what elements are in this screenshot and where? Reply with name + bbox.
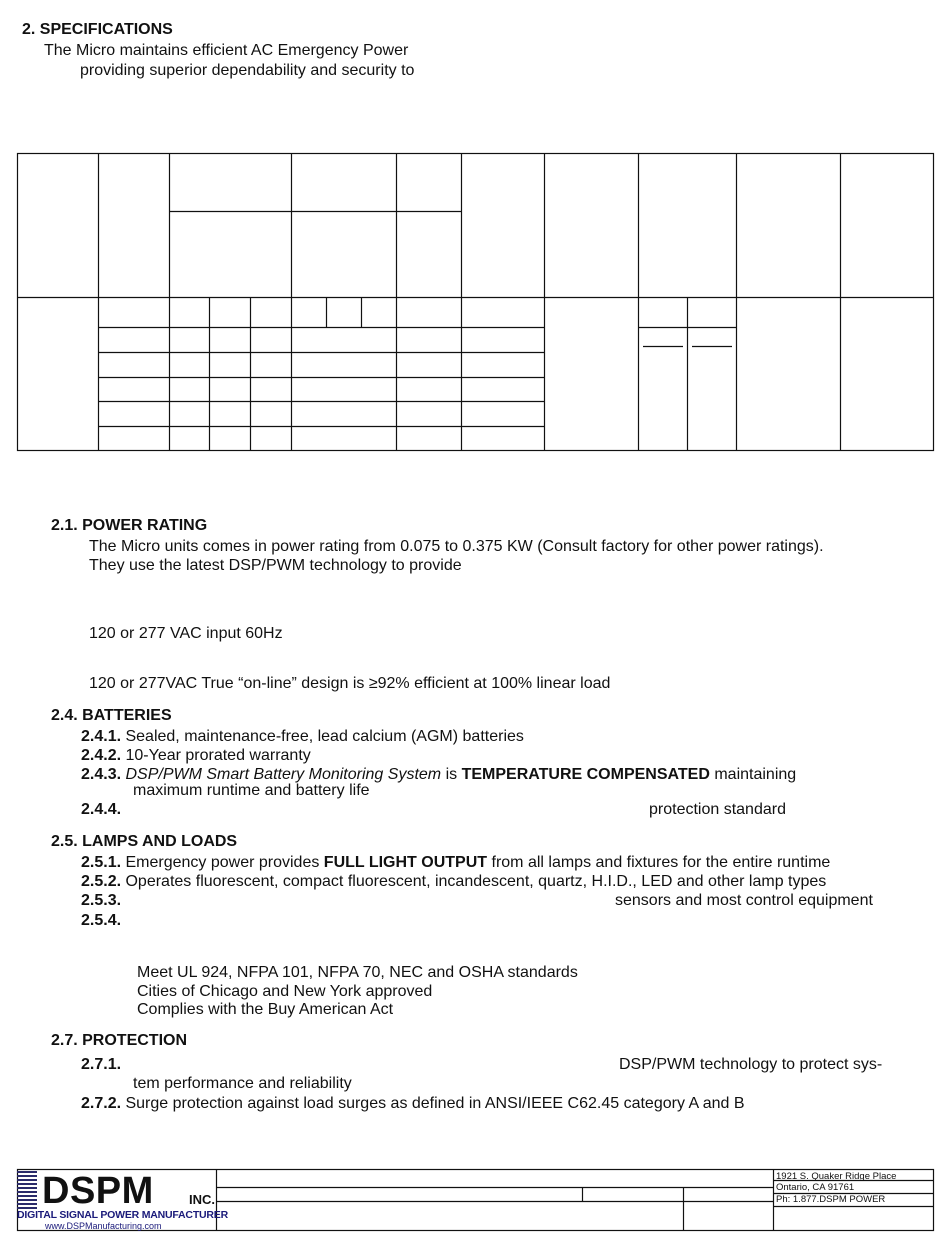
item-italic-text: DSP/PWM Smart Battery Monitoring System xyxy=(125,766,442,783)
item-number: 2.4.1. xyxy=(81,728,122,745)
protection-item-number xyxy=(81,1055,121,1074)
power-rating-heading: 2.1. POWER RATING xyxy=(51,517,208,534)
standard-line: Meet UL 924, NFPA 101, NFPA 70, NEC and OSHA standards xyxy=(137,964,578,981)
battery-item-continuation: maximum runtime and battery life xyxy=(133,782,370,799)
power-rating-line-1: The Micro units comes in power rating from 0.075 to 0.375 KW (Consult factory for other power ratings). xyxy=(89,538,824,555)
item-text: Emergency power provides xyxy=(125,854,324,871)
item-number: 2.4.3. xyxy=(81,766,122,783)
battery-item xyxy=(81,727,524,746)
item-number: 2.5.2. xyxy=(81,873,122,890)
lamps-heading: 2.5. LAMPS AND LOADS xyxy=(51,833,238,850)
power-rating-line-2: They use the latest DSP/PWM technology to provide xyxy=(89,557,462,574)
item-text: from all lamps and fixtures for the entire runtime xyxy=(487,854,831,871)
lamp-item xyxy=(81,872,826,891)
intro-line-2: providing superior dependability and security to xyxy=(80,62,415,79)
lamp-item xyxy=(81,853,830,872)
company-logo: DSPM xyxy=(42,1170,154,1212)
item-bold-text: TEMPERATURE COMPENSATED xyxy=(461,766,710,783)
item-text: is xyxy=(441,766,462,783)
section-heading: 2. SPECIFICATIONS xyxy=(22,21,173,38)
company-name: DIGITAL SIGNAL POWER MANUFACTURER xyxy=(17,1209,228,1221)
battery-item-number xyxy=(81,800,121,819)
intro-line-1: The Micro maintains efficient AC Emergency Power xyxy=(44,42,409,59)
item-number: 2.4.4. xyxy=(81,801,122,818)
protection-item xyxy=(81,1094,745,1113)
address-line: Ontario, CA 91761 xyxy=(776,1182,855,1193)
item-number: 2.5.3. xyxy=(81,892,122,909)
item-number: 2.4.2. xyxy=(81,747,122,764)
standard-line: Complies with the Buy American Act xyxy=(137,1001,394,1018)
item-text: 10-Year prorated warranty xyxy=(125,747,311,764)
item-number: 2.7.2. xyxy=(81,1095,122,1112)
standard-line: Cities of Chicago and New York approved xyxy=(137,983,433,1000)
battery-item xyxy=(81,746,311,765)
item-text: Operates fluorescent, compact fluorescent, incandescent, quartz, H.I.D., LED and other lamp types xyxy=(125,873,827,890)
item-text: maintaining xyxy=(709,766,797,783)
batteries-heading: 2.4. BATTERIES xyxy=(51,707,172,724)
address-line: 1921 S. Quaker Ridge Place xyxy=(776,1171,897,1182)
company-logo-inc: INC. xyxy=(189,1192,215,1207)
lamp-item-number xyxy=(81,891,121,910)
item-number: 2.5.1. xyxy=(81,854,122,871)
address-line: Ph: 1.877.DSPM POWER xyxy=(776,1194,886,1205)
item-text: Sealed, maintenance-free, lead calcium (AGM) batteries xyxy=(125,728,524,745)
item-number: 2.5.4. xyxy=(81,912,122,929)
output-spec: 120 or 277VAC True “on-line” design is ≥92% efficient at 100% linear load xyxy=(89,675,611,692)
logo-stripes-icon xyxy=(17,1171,37,1209)
item-text: Surge protection against load surges as defined in ANSI/IEEE C62.45 category A and B xyxy=(125,1095,745,1112)
protection-item-text: DSP/PWM technology to protect sys- xyxy=(619,1056,883,1073)
item-bold-text: FULL LIGHT OUTPUT xyxy=(323,854,488,871)
lamp-item-number xyxy=(81,911,121,930)
protection-item-continuation: tem performance and reliability xyxy=(133,1075,352,1092)
protection-heading: 2.7. PROTECTION xyxy=(51,1032,188,1049)
lamp-item-text: sensors and most control equipment xyxy=(615,892,873,909)
input-spec: 120 or 277 VAC input 60Hz xyxy=(89,625,283,642)
item-number: 2.7.1. xyxy=(81,1056,122,1073)
company-url: www.DSPManufacturing.com xyxy=(45,1221,162,1231)
battery-item-text: protection standard xyxy=(649,801,786,818)
